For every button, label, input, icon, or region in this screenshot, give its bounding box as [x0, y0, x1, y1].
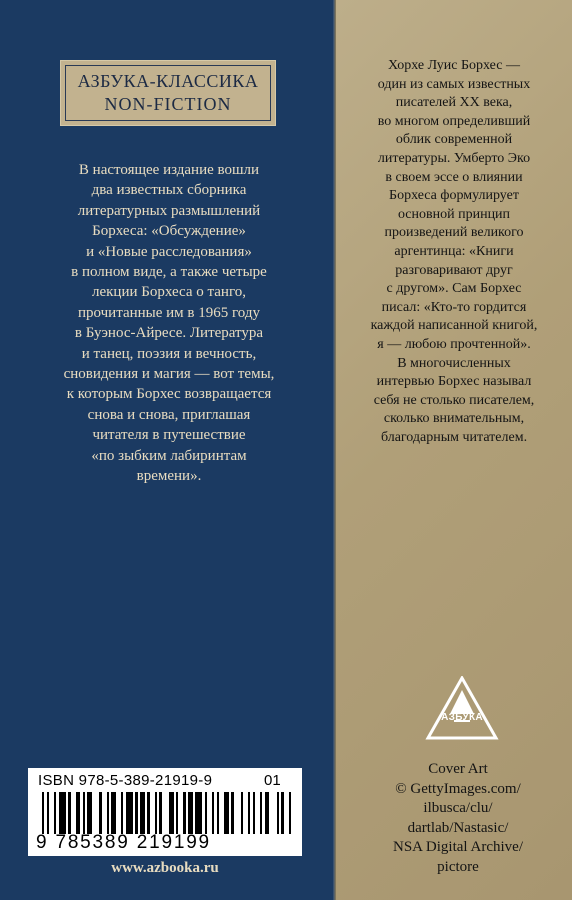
isbn-label: ISBN 978-5-389-21919-9: [38, 772, 213, 789]
barcode-price-code: 01: [264, 772, 281, 789]
cover-art-credits: Cover Art © GettyImages.com/ ilbusca/clu/ dartlab/Nastasic/ NSA Digital Archive/ pictore: [393, 761, 523, 875]
series-label-box: [60, 60, 276, 126]
publisher-website: www.azbooka.ru: [111, 860, 219, 876]
series-name: АЗБУКА-КЛАССИКА: [77, 71, 259, 91]
panel-divider: [333, 0, 336, 900]
about-author-text: Хорхе Луис Борхес — один из самых известных писателей XX века, во многом определивший облик современной литературы. Умберто Эко в своем эссе о влиянии Борхеса формулирует основной принцип произведений великого аргентинца: «Книги разговаривают друг с другом». Сам Борхес писал: «Кто-то гордится каждой написанной книгой, я — любою прочтенной». В многочисленных интервью Борхес называл себя не столько писателем, сколько внимательным, благодарным читателем.: [370, 58, 538, 445]
series-subtitle: NON-FICTION: [104, 94, 232, 114]
publisher-logo-text: АЗБУКА: [441, 712, 483, 723]
barcode-digits: 9 785389 219199: [36, 832, 211, 853]
barcode-bars: [42, 792, 294, 834]
book-annotation: В настоящее издание вошли два известных сборника литературных размышлений Борхеса: «Обсуждение» и «Новые расследования» в полном виде, а также четыре лекции Борхеса о танго, прочитанные им в 1965 году в Буэнос-Айресе. Литература и танец, поэзия и вечность, сновидения и магия — вот темы, к которым Борхес возвращается снова и снова, приглашая читателя в путешествие «по зыбким лабиринтам времени».: [63, 162, 275, 485]
series-label-frame: [65, 65, 271, 121]
barcode-block: [28, 768, 302, 856]
